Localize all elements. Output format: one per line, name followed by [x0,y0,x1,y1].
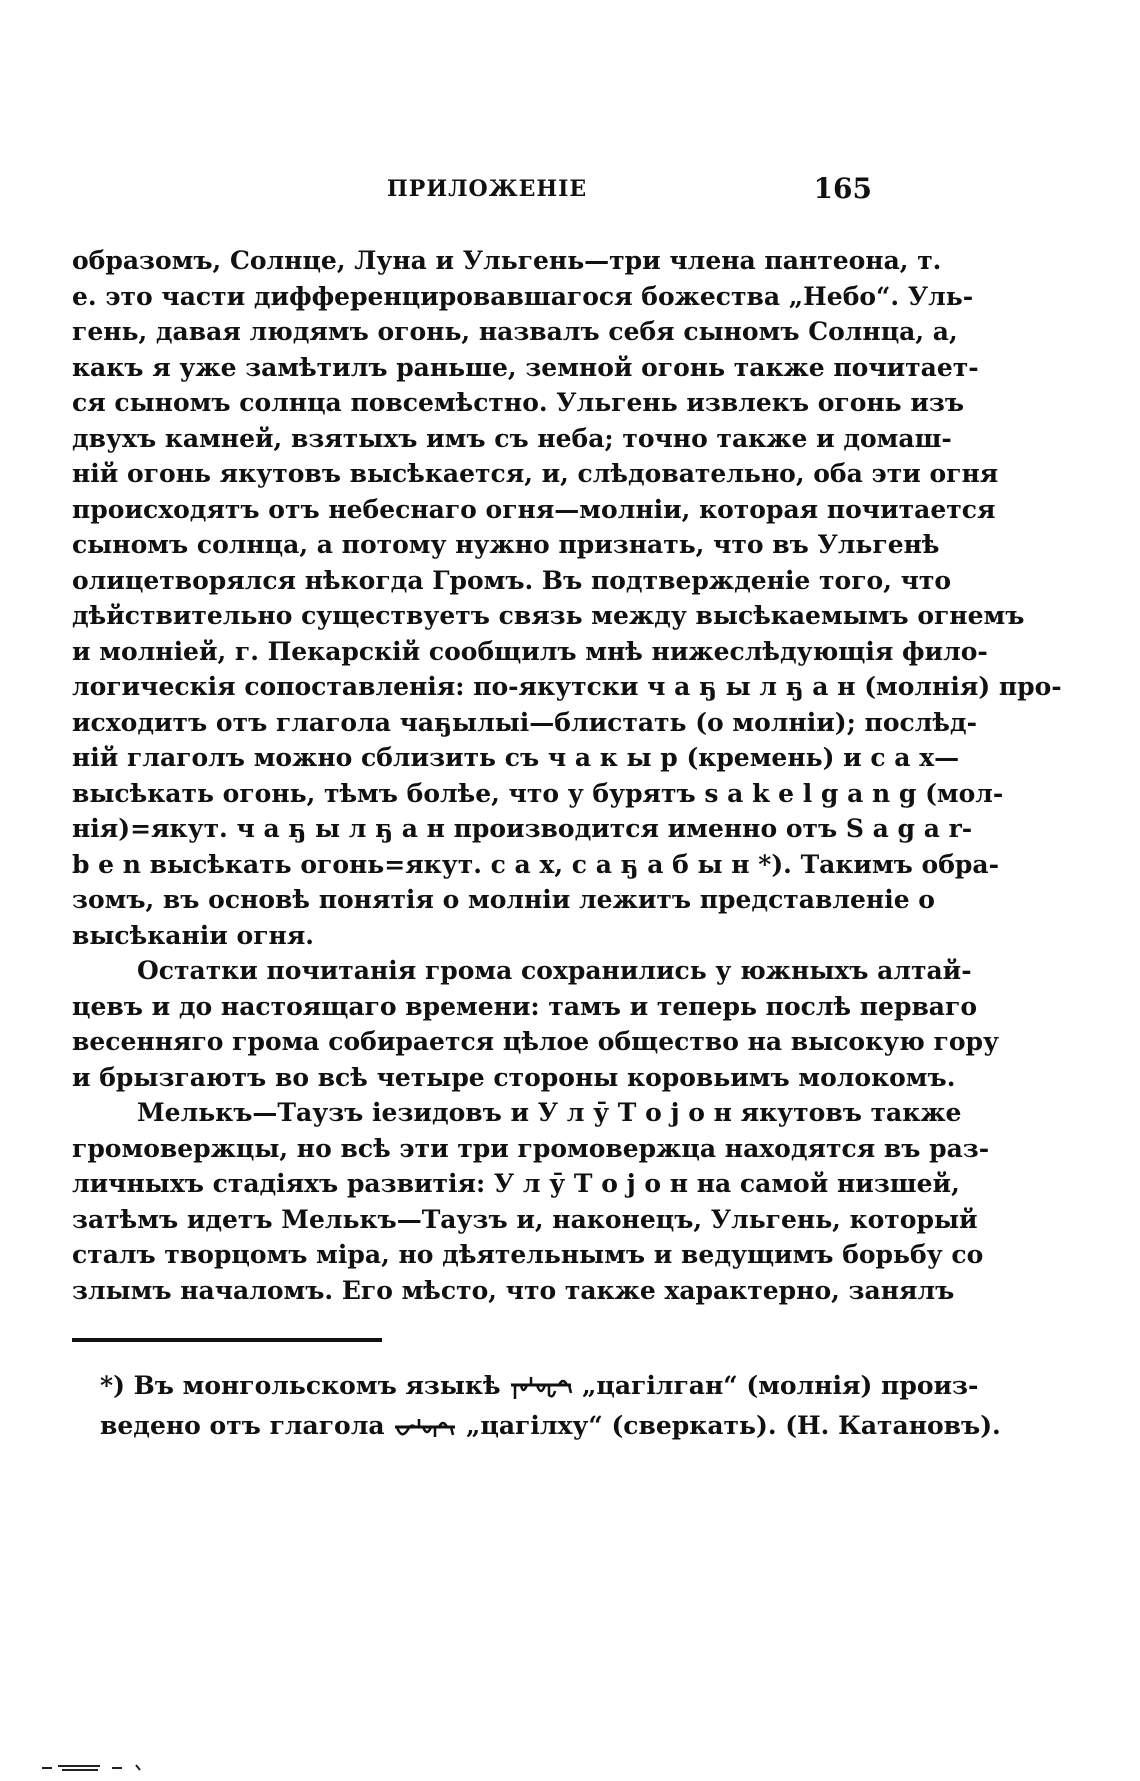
main-text [72,243,1062,1308]
text-line: b e n высѣкать огонь=якут. с а х, с а ҕ а б ы н *). Такимъ обра- [72,849,999,879]
text-line: происходятъ отъ небеснаго огня—молніи, которая почитается [72,494,996,524]
text-line: олицетворялся нѣкогда Громъ. Въ подтвержденіе того, что [72,565,952,595]
text-line: и молніей, г. Пекарскій сообщилъ мнѣ нижеслѣдующія фило- [72,636,988,666]
text-line: исходитъ отъ глагола чаҕылыі—блистать (о молніи); послѣд- [72,707,977,737]
footnote-text: ведено отъ глагола [100,1411,385,1440]
text-line: двухъ камней, взятыхъ имъ съ неба; точно также и домаш- [72,423,952,453]
text-line: е. это части дифференцировавшагося божества „Небо“. Уль- [72,281,974,311]
text-line: сталъ творцомъ міра, но дѣятельнымъ и ведущимъ борьбу со [72,1240,984,1269]
text-line: ній огонь якутовъ высѣкается, и, слѣдовательно, оба эти огня [72,459,999,488]
text-line: сыномъ солнца, а потому нужно признать, что въ Ульгенѣ [72,530,940,559]
text-line: и брызгаютъ во всѣ четыре стороны коровьимъ молокомъ. [72,1062,956,1092]
footnote-separator [72,1338,382,1342]
running-title: ПРИЛОЖЕНІЕ [387,176,588,202]
text-line: ся сыномъ солнца повсемѣстно. Ульгень извлекъ огонь изъ [72,388,965,417]
footnote-line [100,1366,979,1406]
page-number: 165 [813,172,872,205]
mongolian-script-word-icon [509,1373,573,1403]
footnote [100,1366,1001,1446]
text-line: какъ я уже замѣтилъ раньше, земной огонь также почитает- [72,352,979,382]
footnote-text: *) Въ монгольскомъ языкѣ [100,1371,501,1400]
text-line: цевъ и до настоящаго времени: тамъ и теперь послѣ перваго [72,991,978,1021]
text-line: нія)=якут. ч а ҕ ы л ҕ а н производится именно отъ S a g a r- [72,814,973,843]
footnote-text: „цагілган“ (молнія) произ- [582,1371,979,1400]
scan-artifact-marks [40,1762,170,1772]
text-line: злымъ началомъ. Его мѣсто, что также характерно, занялъ [72,1275,955,1305]
text-line: ній глаголъ можно сблизить съ ч а к ы р (кремень) и с а х— [72,743,960,772]
footnote-text: „цагілху“ (сверкать). (Н. Катановъ). [465,1411,1001,1440]
text-line: высѣкать огонь, тѣмъ болѣе, что у бурятъ s a k e l g a n g (мол- [72,778,1004,808]
text-line: личныхъ стадіяхъ развитія: У л ӯ Т о j о н на самой низшей, [72,1169,960,1198]
footnote-line [100,1406,1001,1446]
text-line: затѣмъ идетъ Мелькъ—Таузъ и, наконецъ, Ульгень, который [72,1204,978,1234]
text-line: зомъ, въ основѣ понятія о молніи лежитъ представленіе о [72,885,935,914]
text-line: Мелькъ—Таузъ іезидовъ и У л ӯ Т о j о н якутовъ также [137,1098,962,1127]
text-line: образомъ, Солнце, Луна и Ульгень—три члена пантеона, т. [72,246,942,275]
text-line: громовержцы, но всѣ эти три громовержца находятся въ раз- [72,1133,990,1163]
page-header [72,172,872,212]
mongolian-script-word-icon [393,1413,457,1443]
text-line: Остатки почитанія грома сохранились у южныхъ алтай- [137,956,972,985]
text-line: логическія сопоставленія: по-якутски ч а ҕ ы л ҕ а н (молнія) про- [72,672,1062,701]
text-line: весенняго грома собирается цѣлое общество на высокую гору [72,1027,999,1056]
text-line: высѣканіи огня. [72,920,314,950]
text-line: дѣйствительно существуетъ связь между высѣкаемымъ огнемъ [72,601,1025,630]
text-line: гень, давая людямъ огонь, назвалъ себя сыномъ Солнца, а, [72,317,958,346]
